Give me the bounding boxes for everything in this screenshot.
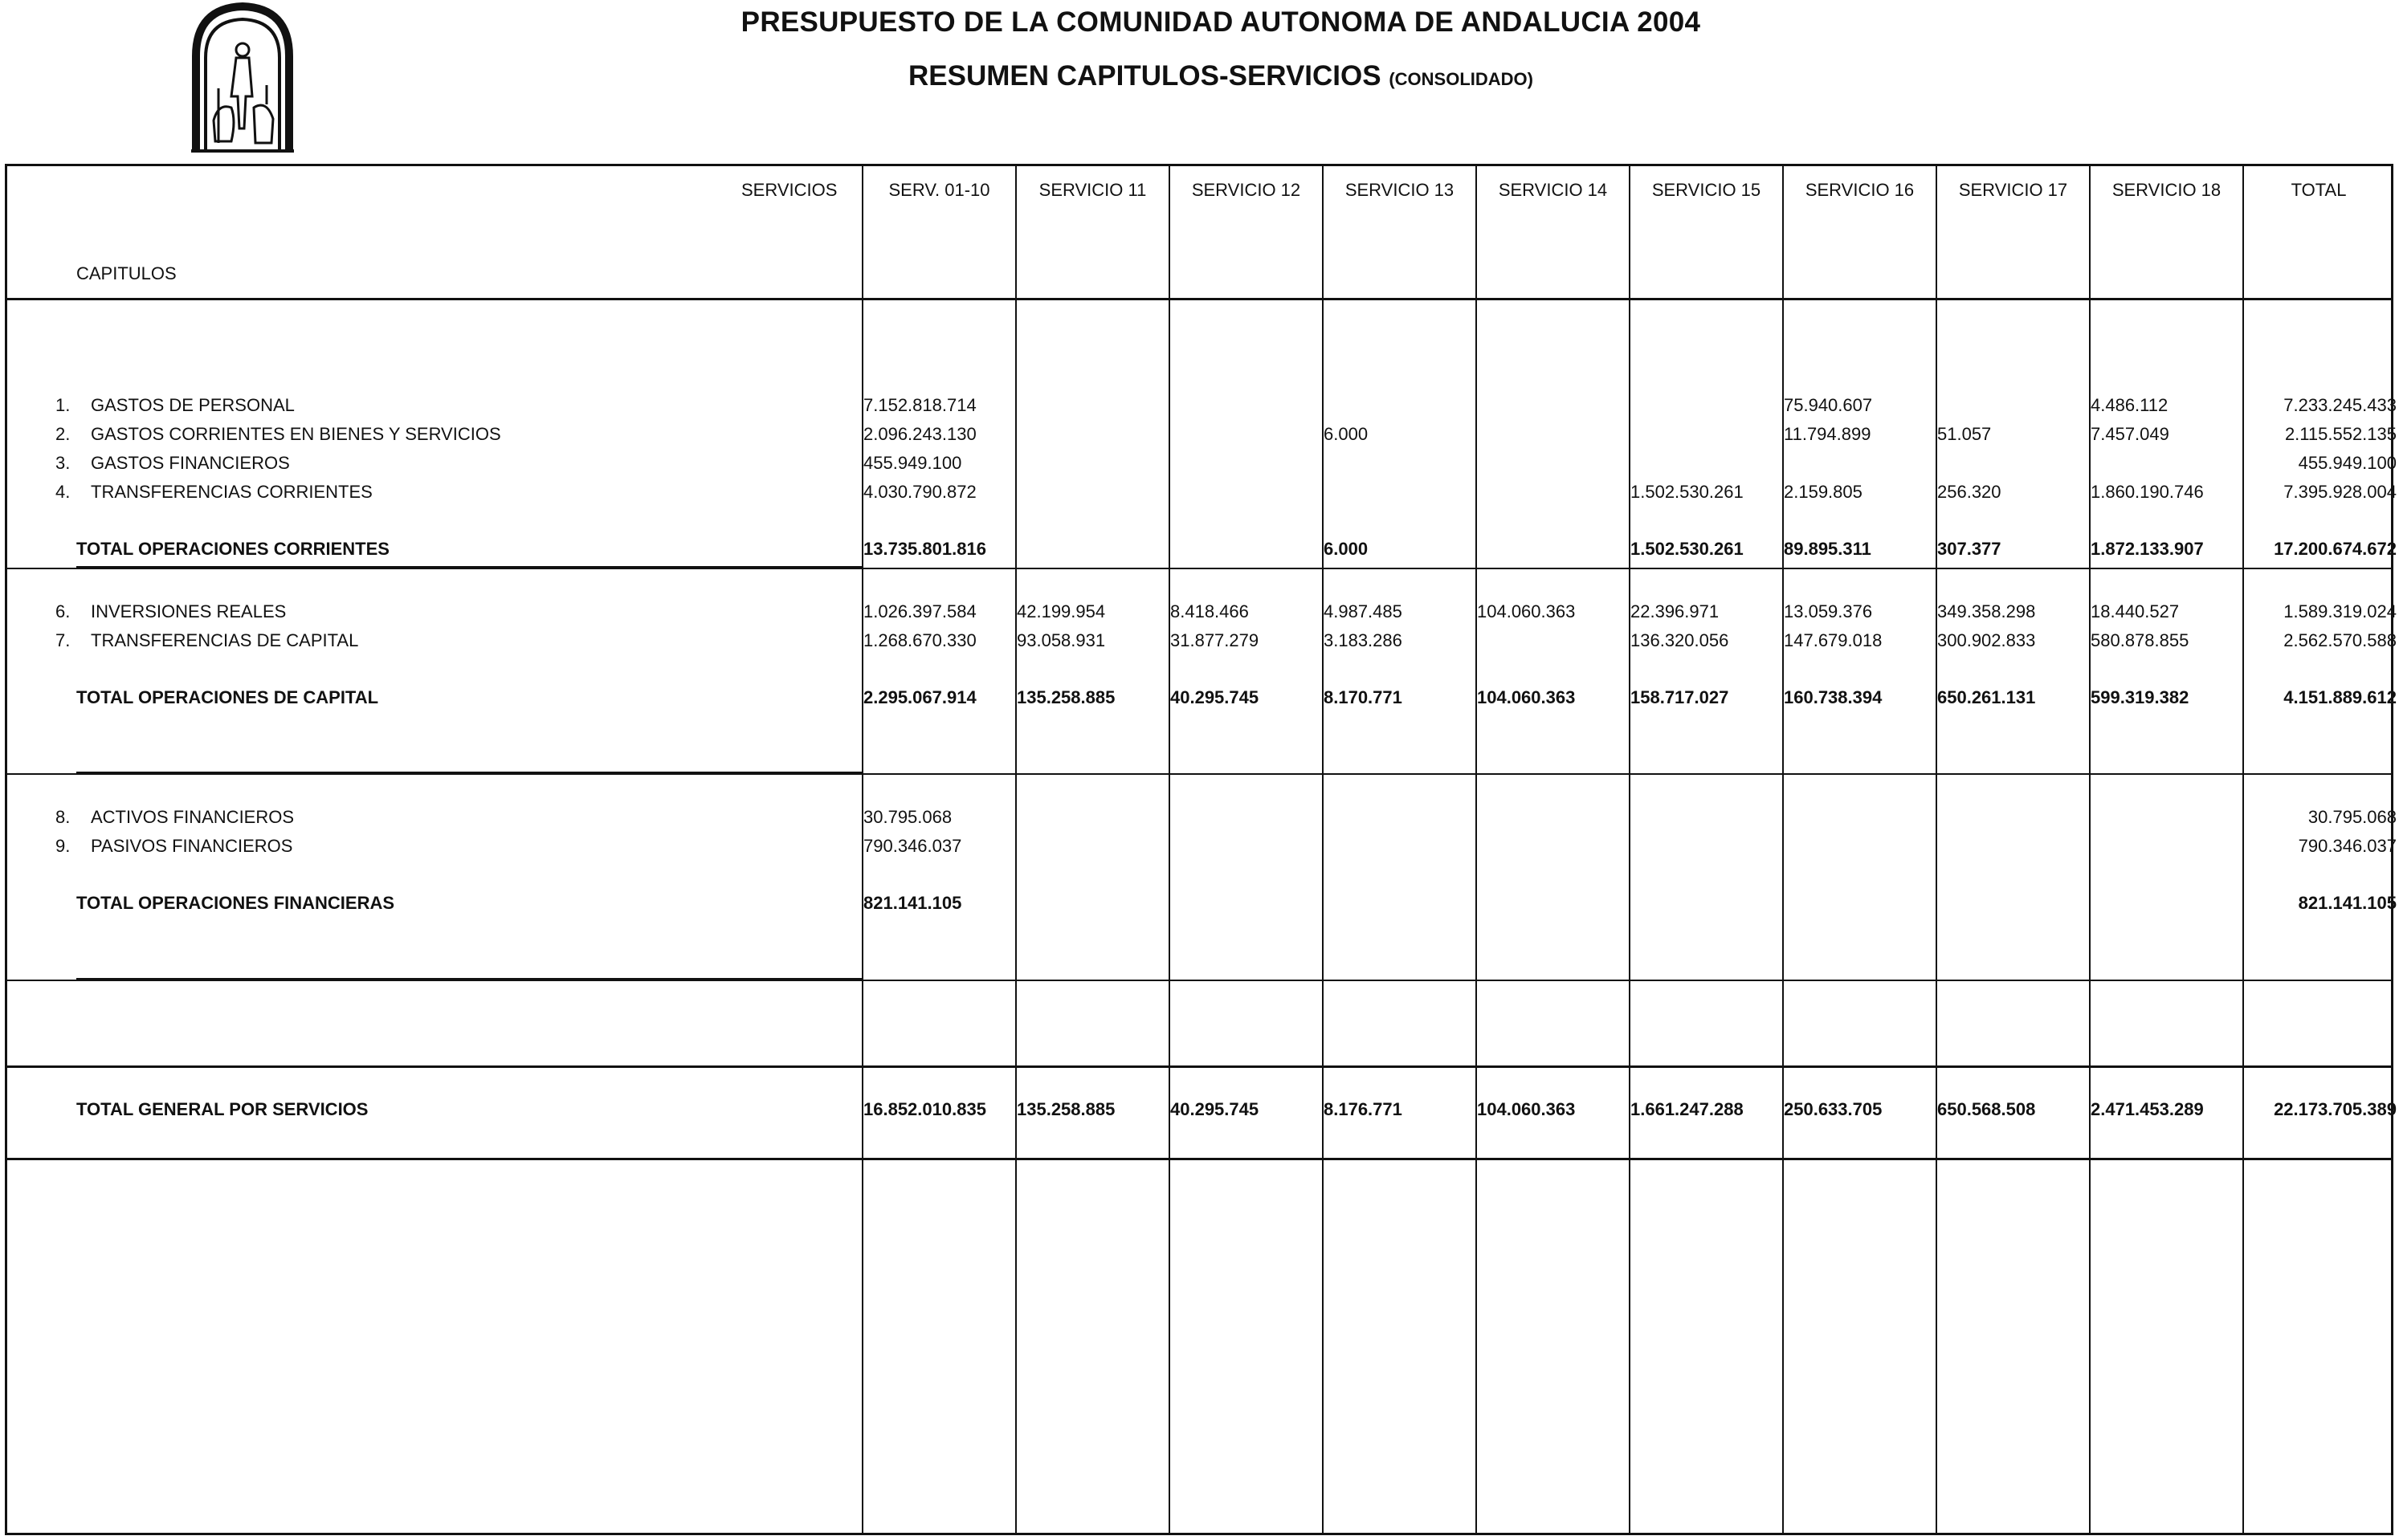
- table-cell: 4.151.889.612: [2283, 687, 2397, 707]
- column-header-servicio-13: SERVICIO 13: [1344, 180, 1454, 200]
- column-divider: [1782, 166, 1784, 1533]
- table-cell: 2.115.552.135: [2284, 424, 2397, 444]
- table-cell: 158.717.027: [1630, 687, 1729, 707]
- table-cell: 18.440.527: [2091, 601, 2180, 621]
- row-number: 9.: [55, 836, 71, 856]
- table-cell: 8.170.771: [1324, 687, 1402, 707]
- row-label: GASTOS FINANCIEROS: [91, 453, 290, 473]
- table-cell: 147.679.018: [1784, 630, 1883, 650]
- row-number: 1.: [55, 395, 71, 415]
- table-cell: 3.183.286: [1324, 630, 1402, 650]
- row-label: TRANSFERENCIAS CORRIENTES: [91, 482, 373, 502]
- column-header-servicio-11: SERVICIO 11: [1038, 180, 1147, 200]
- table-cell: 40.295.745: [1170, 687, 1259, 707]
- table-cell: 30.795.068: [2307, 807, 2397, 827]
- table-cell: 75.940.607: [1784, 395, 1873, 415]
- total-underline: [76, 772, 862, 773]
- column-divider: [1015, 166, 1017, 1533]
- table-cell: 93.058.931: [1017, 630, 1106, 650]
- table-cell: 160.738.394: [1784, 687, 1883, 707]
- table-cell: 790.346.037: [863, 836, 962, 856]
- section-divider: [7, 773, 2391, 775]
- table-cell: 307.377: [1937, 539, 2001, 559]
- corner-header-servicios: SERVICIOS: [741, 180, 838, 200]
- page-header: [0, 0, 2399, 161]
- table-cell: 1.661.247.288: [1630, 1099, 1744, 1119]
- row-label: GASTOS CORRIENTES EN BIENES Y SERVICIOS: [91, 424, 501, 444]
- table-cell: 1.872.133.907: [2091, 539, 2204, 559]
- table-cell: 455.949.100: [863, 453, 962, 473]
- table-cell: 250.633.705: [1784, 1099, 1883, 1119]
- page-title: PRESUPUESTO DE LA COMUNIDAD AUTONOMA DE ANDALUCIA 2004: [741, 6, 1701, 38]
- table-cell: 6.000: [1324, 539, 1369, 559]
- table-cell: 6.000: [1324, 424, 1369, 444]
- table-cell: 650.568.508: [1937, 1099, 2036, 1119]
- row-label: GASTOS DE PERSONAL: [91, 395, 295, 415]
- andalucia-coat-of-arms-icon: [186, 0, 299, 154]
- column-divider: [1322, 166, 1324, 1533]
- column-header-servicio-16: SERVICIO 16: [1805, 180, 1915, 200]
- column-header-servicio-14: SERVICIO 14: [1498, 180, 1608, 200]
- table-cell: 104.060.363: [1477, 601, 1576, 621]
- row-number: 8.: [55, 807, 71, 827]
- table-cell: 4.030.790.872: [863, 482, 977, 502]
- table-cell: 135.258.885: [1017, 1099, 1116, 1119]
- table-cell: 31.877.279: [1170, 630, 1259, 650]
- budget-summary-table: [5, 164, 2397, 1535]
- table-cell: 7.233.245.433: [2283, 395, 2397, 415]
- table-cell: 22.396.971: [1630, 601, 1720, 621]
- table-cell: 4.486.112: [2091, 395, 2168, 415]
- table-cell: 40.295.745: [1170, 1099, 1259, 1119]
- table-cell: 51.057: [1937, 424, 1992, 444]
- table-cell: 89.895.311: [1784, 539, 1871, 559]
- table-cell: 650.261.131: [1937, 687, 2036, 707]
- total-row-label: TOTAL OPERACIONES FINANCIERAS: [76, 893, 395, 913]
- table-cell: 1.502.530.261: [1630, 482, 1744, 502]
- table-cell: 790.346.037: [2298, 836, 2397, 856]
- table-cell: 8.418.466: [1170, 601, 1249, 621]
- table-cell: 42.199.954: [1017, 601, 1106, 621]
- total-row-label: TOTAL OPERACIONES DE CAPITAL: [76, 687, 379, 707]
- table-cell: 580.878.855: [2091, 630, 2189, 650]
- table-cell: 300.902.833: [1937, 630, 2036, 650]
- table-cell: 4.987.485: [1324, 601, 1402, 621]
- row-label: ACTIVOS FINANCIEROS: [91, 807, 295, 827]
- table-cell: 104.060.363: [1477, 1099, 1576, 1119]
- row-number: 3.: [55, 453, 71, 473]
- table-cell: 135.258.885: [1017, 687, 1116, 707]
- total-underline: [76, 566, 862, 568]
- total-row-label: TOTAL GENERAL POR SERVICIOS: [76, 1099, 369, 1119]
- column-header-serv-01-10: SERV. 01-10: [888, 180, 990, 200]
- subtitle-note: (CONSOLIDADO): [1389, 69, 1533, 89]
- section-divider: [7, 980, 2391, 981]
- table-cell: 13.059.376: [1784, 601, 1873, 621]
- table-cell: 136.320.056: [1630, 630, 1729, 650]
- column-divider: [1475, 166, 1477, 1533]
- table-cell: 22.173.705.389: [2274, 1099, 2397, 1119]
- total-underline: [76, 978, 862, 980]
- table-cell: 104.060.363: [1477, 687, 1576, 707]
- section-divider: [7, 568, 2391, 569]
- row-label: TRANSFERENCIAS DE CAPITAL: [91, 630, 359, 650]
- table-cell: 8.176.771: [1324, 1099, 1402, 1119]
- column-header-total: TOTAL: [2291, 180, 2347, 200]
- table-cell: 17.200.674.672: [2274, 539, 2397, 559]
- table-cell: 2.096.243.130: [863, 424, 977, 444]
- table-cell: 1.589.319.024: [2283, 601, 2397, 621]
- table-cell: 11.794.899: [1784, 424, 1871, 444]
- row-number: 6.: [55, 601, 71, 621]
- table-cell: 7.457.049: [2091, 424, 2169, 444]
- subtitle-text: RESUMEN CAPITULOS-SERVICIOS: [908, 60, 1381, 92]
- table-cell: 455.949.100: [2298, 453, 2397, 473]
- total-row-label: TOTAL OPERACIONES CORRIENTES: [76, 539, 390, 559]
- row-number: 2.: [55, 424, 71, 444]
- column-header-servicio-18: SERVICIO 18: [2111, 180, 2222, 200]
- column-divider: [2089, 166, 2091, 1533]
- row-number: 7.: [55, 630, 71, 650]
- table-cell: 821.141.105: [2298, 893, 2397, 913]
- row-label: INVERSIONES REALES: [91, 601, 287, 621]
- row-number: 4.: [55, 482, 71, 502]
- table-cell: 16.852.010.835: [863, 1099, 986, 1119]
- column-divider: [1629, 166, 1630, 1533]
- column-divider: [1169, 166, 1170, 1533]
- row-label: PASIVOS FINANCIEROS: [91, 836, 293, 856]
- table-cell: 1.860.190.746: [2091, 482, 2204, 502]
- corner-header-capitulos: CAPITULOS: [76, 263, 177, 283]
- table-cell: 2.295.067.914: [863, 687, 977, 707]
- table-cell: 349.358.298: [1937, 601, 2036, 621]
- table-cell: 7.152.818.714: [863, 395, 977, 415]
- table-cell: 7.395.928.004: [2283, 482, 2397, 502]
- column-header-servicio-17: SERVICIO 17: [1958, 180, 2068, 200]
- section-divider: [7, 1065, 2391, 1068]
- table-cell: 2.471.453.289: [2091, 1099, 2204, 1119]
- table-cell: 13.735.801.816: [863, 539, 986, 559]
- column-header-servicio-15: SERVICIO 15: [1651, 180, 1761, 200]
- table-cell: 1.502.530.261: [1630, 539, 1744, 559]
- table-cell: 1.268.670.330: [863, 630, 977, 650]
- column-divider: [1936, 166, 1937, 1533]
- table-cell: 256.320: [1937, 482, 2001, 502]
- table-cell: 2.562.570.588: [2283, 630, 2397, 650]
- header-divider: [7, 298, 2391, 300]
- section-divider: [7, 1158, 2391, 1160]
- table-cell: 599.319.382: [2091, 687, 2189, 707]
- table-cell: 1.026.397.584: [863, 601, 977, 621]
- table-cell: 2.159.805: [1784, 482, 1862, 502]
- page-subtitle: [610, 60, 1831, 92]
- table-cell: 821.141.105: [863, 893, 962, 913]
- table-cell: 30.795.068: [863, 807, 953, 827]
- column-header-servicio-12: SERVICIO 12: [1191, 180, 1301, 200]
